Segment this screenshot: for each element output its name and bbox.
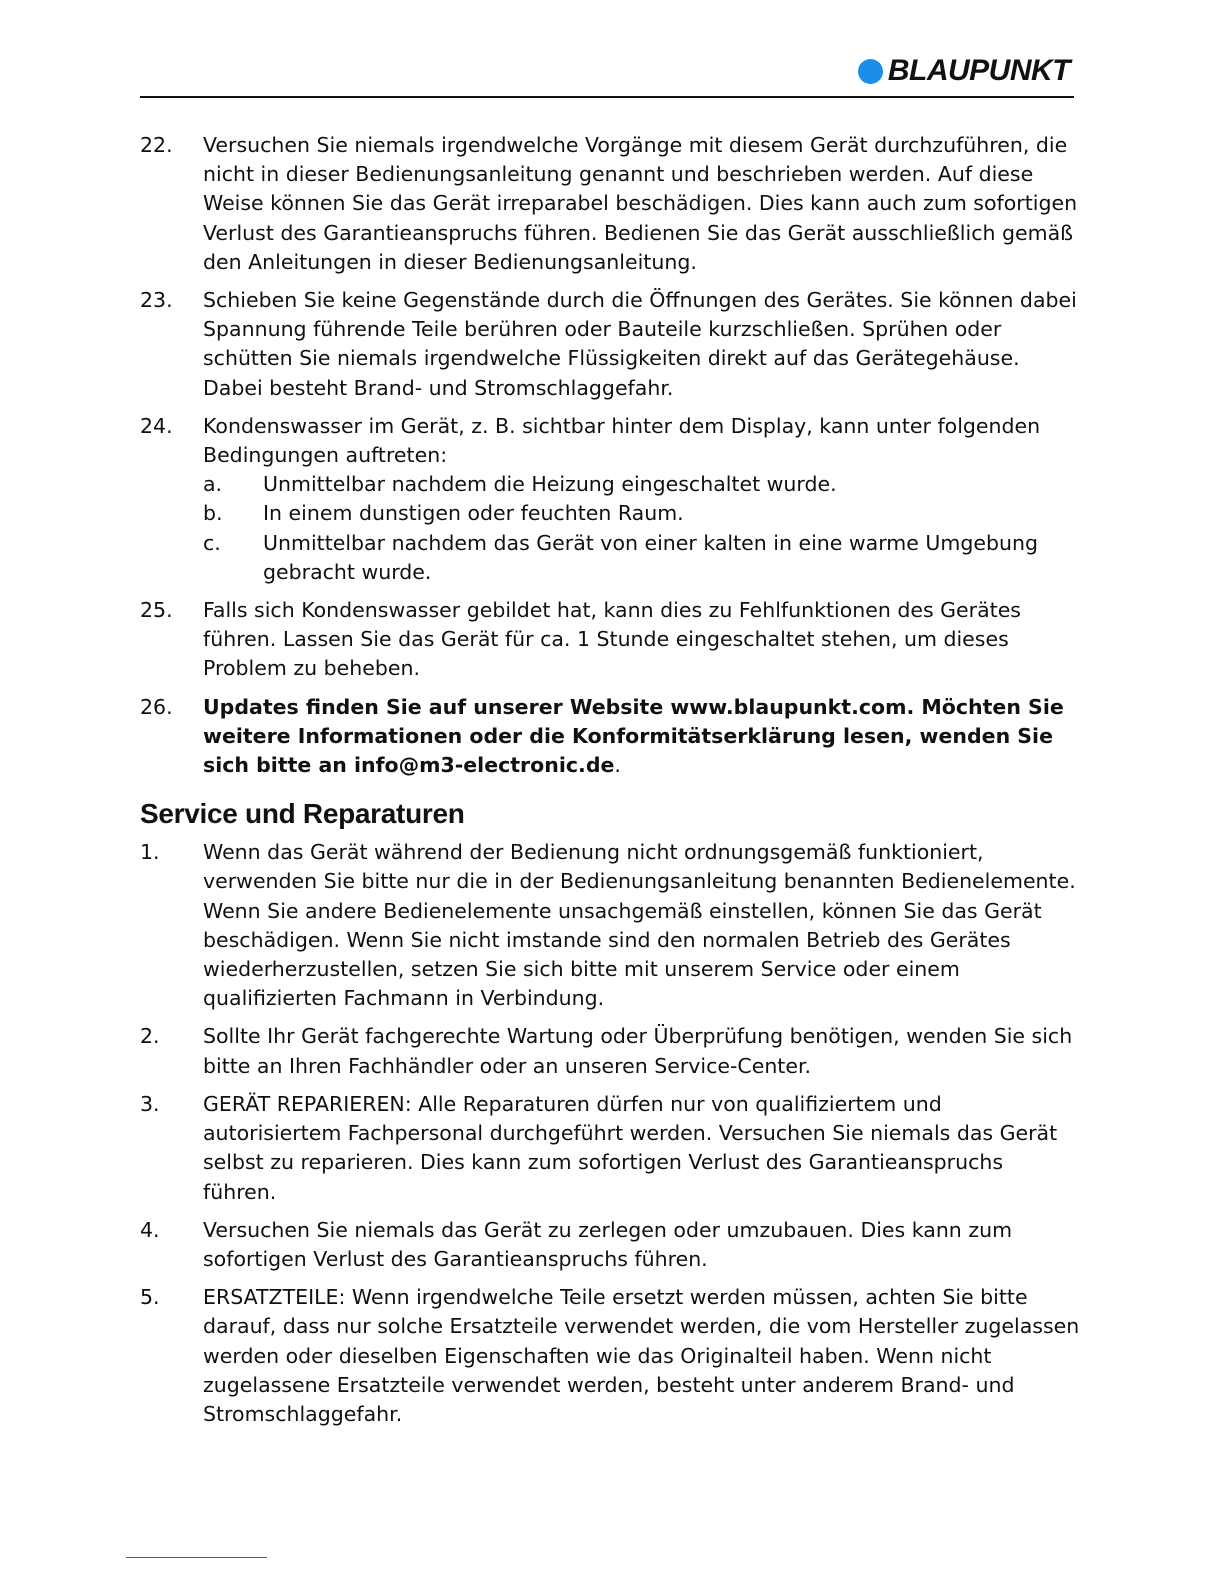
list-item-24 bbox=[140, 412, 1080, 587]
item-number: 26. bbox=[140, 694, 173, 719]
item-text: Kondenswasser im Gerät, z. B. sichtbar hinter dem Display, kann unter folgenden Bedingungen auftreten: bbox=[203, 413, 1041, 468]
sub-item-letter: b. bbox=[203, 501, 223, 526]
item-number: 1. bbox=[140, 840, 160, 865]
list-item-23 bbox=[140, 286, 1080, 403]
service-item-4 bbox=[140, 1216, 1080, 1274]
item-number: 25. bbox=[140, 598, 173, 623]
service-item-2 bbox=[140, 1022, 1080, 1080]
item-number: 5. bbox=[140, 1285, 160, 1310]
list-item-26 bbox=[140, 693, 1080, 781]
sub-item-text: In einem dunstigen oder feuchten Raum. bbox=[263, 501, 684, 526]
item-number: 4. bbox=[140, 1217, 160, 1242]
footnote-divider bbox=[126, 1557, 267, 1558]
list-item-25 bbox=[140, 596, 1080, 684]
service-item-3 bbox=[140, 1090, 1080, 1207]
sub-item-letter: c. bbox=[203, 530, 221, 555]
sub-item-letter: a. bbox=[203, 472, 223, 497]
item-text: Sollte Ihr Gerät fachgerechte Wartung oder Überprüfung benötigen, wenden Sie sich bitte an Ihren Fachhändler oder an unseren Service-Center. bbox=[203, 1024, 1073, 1078]
item-text: Falls sich Kondenswasser gebildet hat, kann dies zu Fehlfunktionen des Gerätes führen. Lassen Sie das Gerät für ca. 1 Stunde eingeschaltet stehen, um dieses Problem zu beheben. bbox=[203, 598, 1021, 681]
item-text: Wenn das Gerät während der Bedienung nicht ordnungsgemäß funktioniert, verwenden Sie bitte nur die in der Bedienungsanleitung benannten Bedienelemente. Wenn Sie andere Bedienelemente unsachgemäß einstellen, können Sie das Gerät beschädigen. Wenn Sie nicht imstande sind den normalen Betrieb des Gerätes wiederherzustellen, setzen Sie sich bitte mit unserem Service oder einem qualifizierten Fachmann in Verbindung. bbox=[203, 840, 1076, 1011]
item-tail: . bbox=[614, 753, 621, 778]
item-number: 23. bbox=[140, 288, 173, 313]
service-item-1 bbox=[140, 838, 1080, 1013]
document-body bbox=[140, 131, 1080, 1438]
item-number: 3. bbox=[140, 1091, 160, 1116]
item-text: Schieben Sie keine Gegenstände durch die Öffnungen des Gerätes. Sie können dabei Spannung führende Teile berühren oder Bauteile kurzschließen. Sprühen oder schütten Sie niemals irgendwelche Flüssigkeiten direkt auf das Gerätegehäuse. Dabei besteht Brand- und Stromschlaggefahr. bbox=[203, 288, 1077, 400]
service-item-5 bbox=[140, 1283, 1080, 1429]
sub-item-c bbox=[203, 529, 1080, 587]
item-text: Versuchen Sie niemals das Gerät zu zerlegen oder umzubauen. Dies kann zum sofortigen Verlust des Garantieanspruchs führen. bbox=[203, 1217, 1013, 1271]
brand-logo bbox=[858, 56, 1070, 86]
item-bold-text: Updates finden Sie auf unserer Website www.blaupunkt.com. Möchten Sie weitere Informationen oder die Konformitätserklärung lesen, wenden Sie sich bitte an info@m3-electronic.de bbox=[203, 694, 1064, 778]
item-number: 24. bbox=[140, 413, 173, 438]
page-header bbox=[140, 50, 1074, 98]
item-text: GERÄT REPARIEREN: Alle Reparaturen dürfen nur von qualifiziertem und autorisiertem Fachpersonal durchgeführt werden. Versuchen Sie niemals das Gerät selbst zu reparieren. Dies kann zum sofortigen Verlust des Garantieanspruchs führen. bbox=[203, 1091, 1058, 1204]
list-item-22 bbox=[140, 131, 1080, 277]
sub-item-a bbox=[203, 470, 1080, 499]
sub-item-text: Unmittelbar nachdem das Gerät von einer kalten in eine warme Umgebung gebracht wurde. bbox=[263, 530, 1039, 584]
section-title: Service und Reparaturen bbox=[140, 798, 465, 830]
item-number: 2. bbox=[140, 1024, 160, 1049]
sub-item-text: Unmittelbar nachdem die Heizung eingeschaltet wurde. bbox=[263, 472, 837, 497]
sub-item-b bbox=[203, 499, 1080, 528]
logo-dot-icon bbox=[858, 59, 883, 84]
item-text: ERSATZTEILE: Wenn irgendwelche Teile ersetzt werden müssen, achten Sie bitte darauf, dass nur solche Ersatzteile verwendet werden, die vom Hersteller zugelassen werden oder dieselben Eigenschaften wie das Originalteil haben. Wenn nicht zugelassene Ersatzteile verwendet werden, besteht unter anderem Brand- und Stromschlaggefahr. bbox=[203, 1285, 1080, 1426]
sub-list bbox=[203, 470, 1080, 587]
item-text: Versuchen Sie niemals irgendwelche Vorgänge mit diesem Gerät durchzuführen, die nicht in dieser Bedienungsanleitung genannt und beschrieben werden. Auf diese Weise können Sie das Gerät irreparabel beschädigen. Dies kann auch zum sofortigen Verlust des Garantieanspruchs führen. Bedienen Sie das Gerät ausschließlich gemäß den Anleitungen in dieser Bedienungsanleitung. bbox=[203, 133, 1078, 274]
logo-text: BLAUPUNKT bbox=[887, 54, 1070, 87]
item-number: 22. bbox=[140, 133, 173, 157]
